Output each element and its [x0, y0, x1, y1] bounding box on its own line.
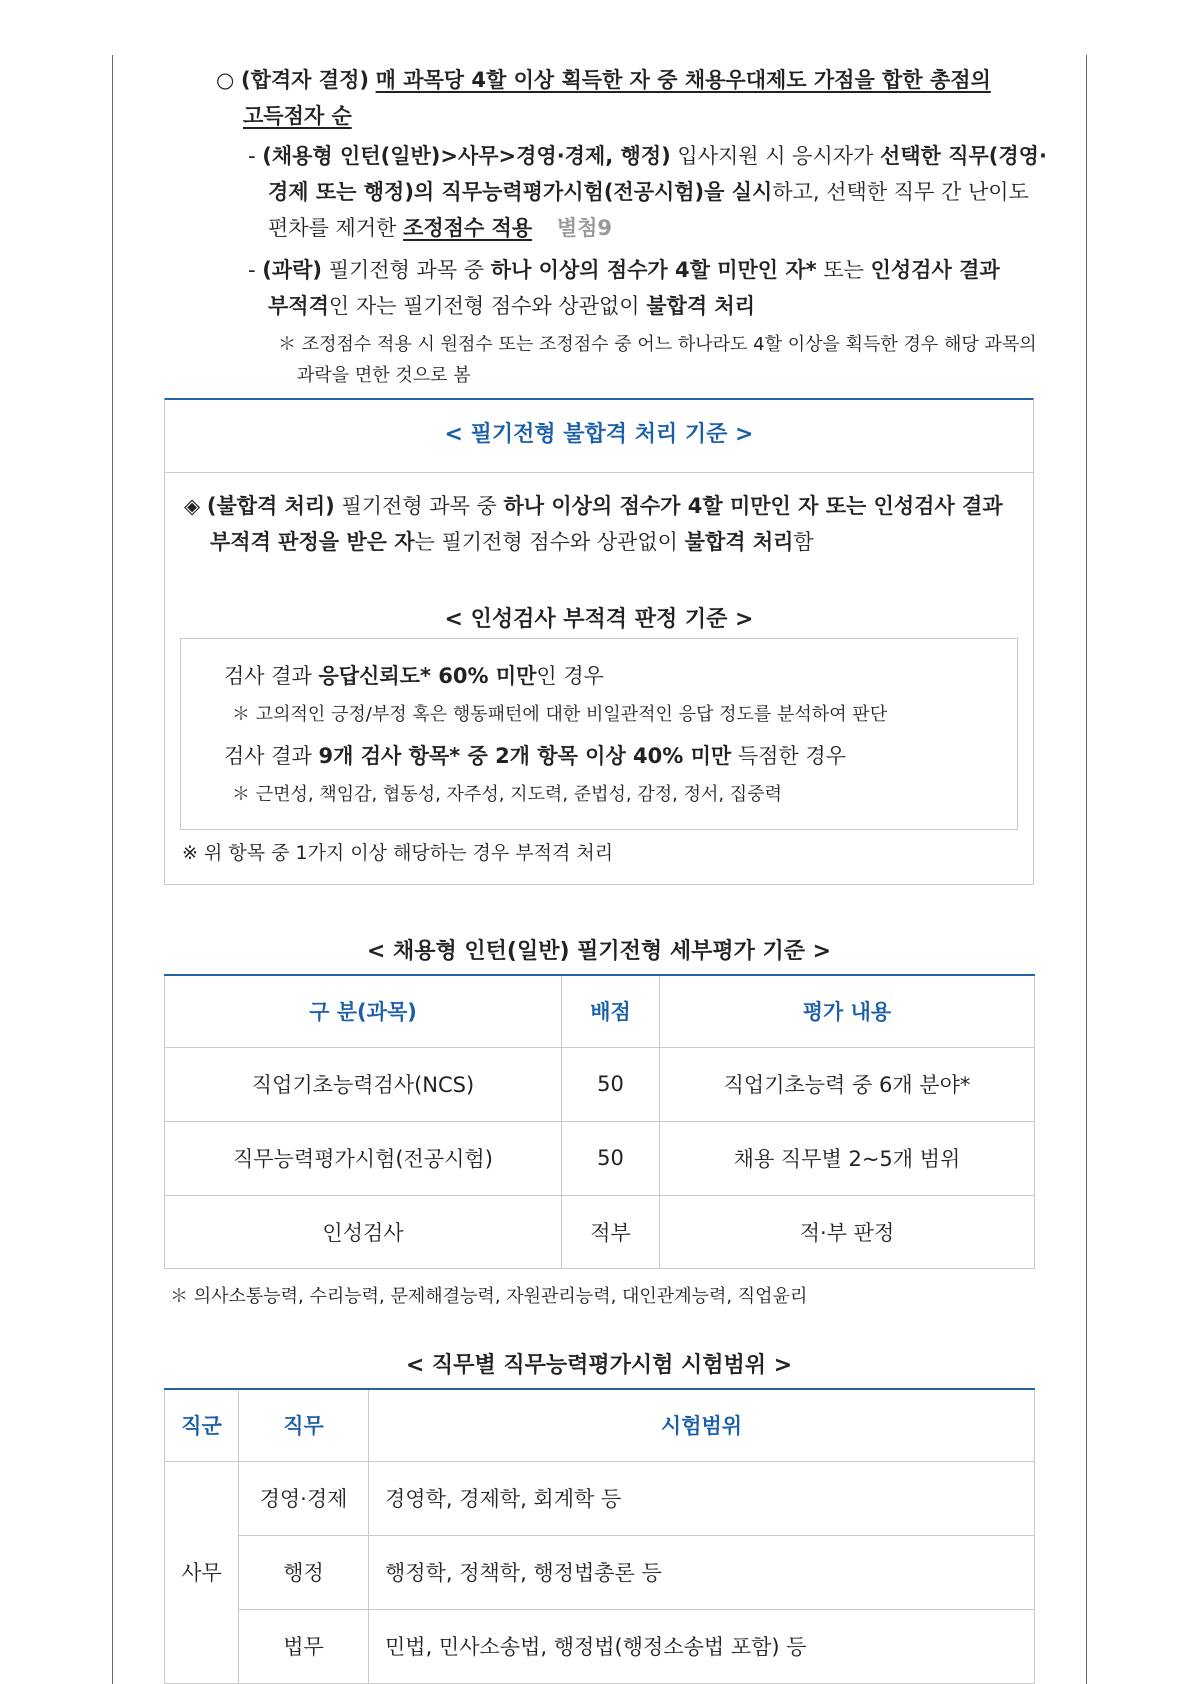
personality-criteria-title: < 인성검사 부적격 판정 기준 >	[444, 607, 754, 632]
item2-line-1: - (과락) 필기전형 과목 중 하나 이상의 점수가 4할 미만인 자* 또는 인성검사 결과	[248, 258, 1000, 282]
circle-bullet-icon: ○	[216, 68, 235, 92]
right-margin-line	[1086, 55, 1087, 1684]
table-row: 직업기초능력검사(NCS) 50 직업기초능력 중 6개 분야*	[165, 1047, 1035, 1121]
left-margin-line	[112, 55, 113, 1684]
table-header-row	[165, 1389, 1035, 1461]
col-header-duty: 직무	[239, 1389, 369, 1461]
table-header-row	[165, 975, 1035, 1047]
job-group-cell: 사무	[165, 1461, 239, 1683]
pass-text-1: 매 과목당 4할 이상 획득한 자 중 채용우대제도 가점을 합한 총점의	[375, 68, 991, 92]
criteria-2: 검사 결과 9개 검사 항목* 중 2개 항목 이상 40% 미만 득점한 경우	[224, 744, 846, 768]
exam-scope-table	[164, 1388, 1035, 1684]
table-row: 법무 민법, 민사소송법, 행정법(행정소송법 포함) 등	[165, 1609, 1035, 1683]
table-row: 인성검사 적부 적·부 판정	[165, 1195, 1035, 1268]
col-header-scope: 시험범위	[369, 1389, 1035, 1461]
item1-line-1: - (채용형 인턴(일반)>사무>경영·경제, 행정) 입사지원 시 응시자가 선택한 직무(경영·	[248, 144, 1047, 168]
box-footer-note: ※ 위 항목 중 1가지 이상 해당하는 경우 부적격 처리	[182, 842, 614, 864]
criteria-2-note: ＊ 근면성, 책임감, 협동성, 자주성, 지도력, 준법성, 감정, 정서, 집중력	[232, 784, 782, 805]
table2-title: < 직무별 직무능력평가시험 시험범위 >	[405, 1353, 793, 1378]
item1-line-3: 편차를 제거한 조정점수 적용 별첨9	[268, 216, 612, 240]
table-row: 직무능력평가시험(전공시험) 50 채용 직무별 2~5개 범위	[165, 1121, 1035, 1195]
table1-footnote: ＊ 의사소통능력, 수리능력, 문제해결능력, 자원관리능력, 대인관계능력, 직업윤리	[170, 1286, 808, 1307]
col-header-score: 배점	[562, 975, 660, 1047]
dash-bullet: -	[248, 258, 256, 282]
appendix-ref: 별첨9	[556, 216, 612, 240]
fail-line-1: ◈ (불합격 처리) 필기전형 과목 중 하나 이상의 점수가 4할 미만인 자 또는 인성검사 결과	[184, 494, 1003, 518]
item2-line-2: 부적격인 자는 필기전형 점수와 상관없이 불합격 처리	[268, 294, 756, 318]
evaluation-table	[164, 974, 1035, 1269]
col-header-subject: 구 분(과목)	[165, 975, 562, 1047]
pass-text-2: 고득점자 순	[243, 104, 352, 128]
note-2: 과락을 면한 것으로 봄	[297, 365, 471, 386]
dash-bullet: -	[248, 144, 256, 168]
pass-decision-line-1	[216, 64, 991, 96]
table-row: 행정 행정학, 정책학, 행정법총론 등	[165, 1535, 1035, 1609]
table-row: 사무 경영·경제 경영학, 경제학, 회계학 등	[165, 1461, 1035, 1535]
diamond-bullet-icon: ◈	[184, 494, 201, 518]
note-1: ＊ 조정점수 적용 시 원점수 또는 조정점수 중 어느 하나라도 4할 이상을 획득한 경우 해당 과목의	[278, 334, 1037, 355]
criteria-1: 검사 결과 응답신뢰도* 60% 미만인 경우	[224, 664, 604, 688]
criteria-1-note: ＊ 고의적인 긍정/부정 혹은 행동패턴에 대한 비일관적인 응답 정도를 분석하여 판단	[232, 704, 888, 725]
item1-line-2: 경제 또는 행정)의 직무능력평가시험(전공시험)을 실시하고, 선택한 직무 간 난이도	[268, 180, 1029, 204]
fail-criteria-title: < 필기전형 불합격 처리 기준 >	[165, 400, 1033, 473]
col-header-content: 평가 내용	[660, 975, 1035, 1047]
table1-title: < 채용형 인턴(일반) 필기전형 세부평가 기준 >	[366, 939, 832, 964]
fail-line-2: 부적격 판정을 받은 자는 필기전형 점수와 상관없이 불합격 처리함	[210, 530, 814, 554]
pass-label: (합격자 결정)	[241, 68, 369, 92]
col-header-group: 직군	[165, 1389, 239, 1461]
adjusted-score-link[interactable]: 조정점수 적용	[403, 216, 533, 240]
